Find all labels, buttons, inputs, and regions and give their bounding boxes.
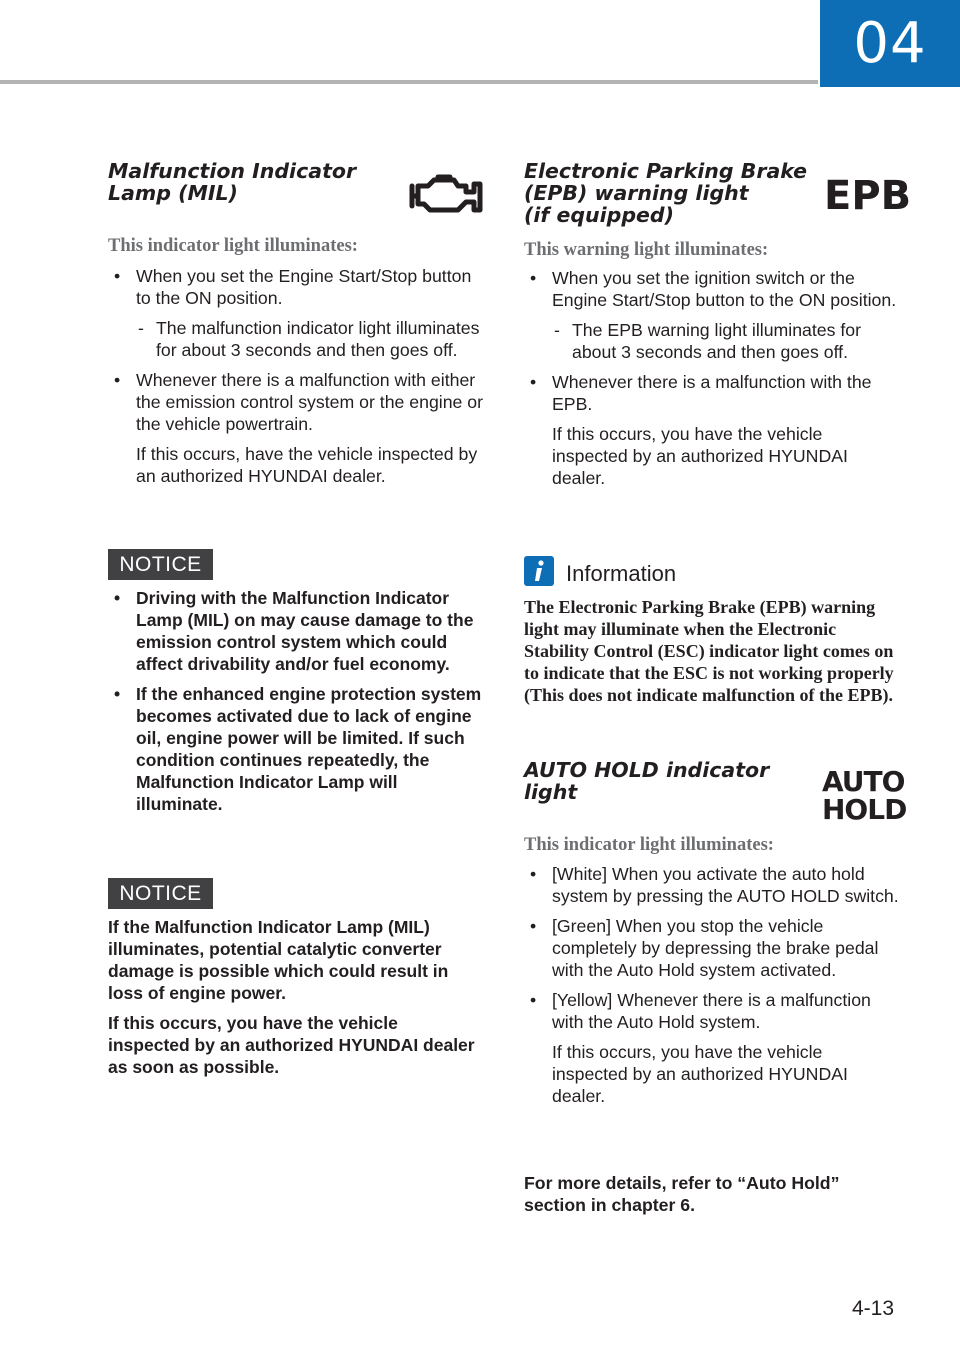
epb-note: If this occurs, you have the vehicle inspected by an authorized HYUNDAI dealer. — [552, 424, 848, 488]
page-number: 4-13 — [851, 1297, 894, 1320]
header-rule — [0, 80, 818, 84]
notice-label: NOTICE — [108, 549, 213, 580]
list-item: • When you set the Engine Start/Stop button to the ON position. — [108, 265, 484, 309]
list-item: • Whenever there is a malfunction with the EPB. — [524, 371, 902, 415]
information-icon — [524, 556, 554, 586]
notice-item: • Driving with the Malfunction Indicator Lamp (MIL) on may cause damage to the emission control system which could affect drivability and/or fuel economy. — [108, 587, 484, 675]
notice-item: • If the enhanced engine protection system becomes activated due to lack of engine oil, engine power will be limited. If such condition continues repeatedly, the Malfunction Indicator Lamp will illuminate. — [108, 683, 484, 815]
epb-title-line: Electronic Parking Brake — [524, 159, 808, 183]
notice-paragraph: If this occurs, you have the vehicle inspected by an authorized HYUNDAI dealer as soon as possible. — [108, 1013, 475, 1077]
list-sub-item: - The EPB warning light illuminates for about 3 seconds and then goes off. — [524, 319, 902, 363]
engine-check-icon — [408, 174, 484, 216]
information-title: Information — [566, 561, 677, 586]
epb-lead: This warning light illuminates: — [524, 240, 769, 260]
autohold-reference: For more details, refer to “Auto Hold” section in chapter 6. — [524, 1173, 840, 1215]
autohold-note: If this occurs, you have the vehicle inspected by an authorized HYUNDAI dealer. — [552, 1042, 848, 1106]
epb-title-line: (if equipped) — [524, 203, 674, 227]
epb-icon: EPB — [824, 173, 912, 219]
list-item: • [Green] When you stop the vehicle completely by depressing the brake pedal with the Auto Hold system activated. — [524, 915, 902, 981]
notice-body — [108, 916, 478, 1086]
autohold-title: AUTO HOLD indicator light — [524, 758, 770, 804]
epb-title — [524, 160, 814, 226]
information-body: The Electronic Parking Brake (EPB) warning light may illuminate when the Electronic Stability Control (ESC) indicator light comes on to indicate that the ESC is not working properly (This does not indicate malfunction of the EPB). — [524, 597, 894, 705]
list-item: • Whenever there is a malfunction with either the emission control system or the engine or the vehicle powertrain. — [108, 369, 484, 435]
list-item: • [White] When you activate the auto hold system by pressing the AUTO HOLD switch. — [524, 863, 902, 907]
notice-paragraph: If the Malfunction Indicator Lamp (MIL) illuminates, potential catalytic converter damage is possible which could result in loss of engine power. — [108, 917, 449, 1003]
mil-title: Malfunction Indicator Lamp (MIL) — [108, 159, 357, 205]
epb-list — [524, 267, 902, 497]
epb-title-line: (EPB) warning light — [524, 181, 749, 205]
list-item: • [Yellow] Whenever there is a malfunction with the Auto Hold system. — [524, 989, 902, 1033]
list-sub-item: - The malfunction indicator light illuminates for about 3 seconds and then goes off. — [108, 317, 484, 361]
auto-hold-icon-line: AUTO — [822, 765, 905, 798]
chapter-tab: 04 — [820, 0, 960, 87]
notice-list — [108, 587, 484, 823]
list-item: • When you set the ignition switch or the Engine Start/Stop button to the ON position. — [524, 267, 902, 311]
auto-hold-icon — [822, 765, 907, 826]
mil-lead: This indicator light illuminates: — [108, 236, 358, 256]
auto-hold-icon-line: HOLD — [822, 793, 907, 826]
mil-list — [108, 265, 484, 495]
notice-label-2: NOTICE — [108, 878, 213, 909]
mil-note: If this occurs, have the vehicle inspected by an authorized HYUNDAI dealer. — [136, 444, 478, 486]
autohold-lead: This indicator light illuminates: — [524, 835, 774, 855]
autohold-list — [524, 863, 902, 1115]
